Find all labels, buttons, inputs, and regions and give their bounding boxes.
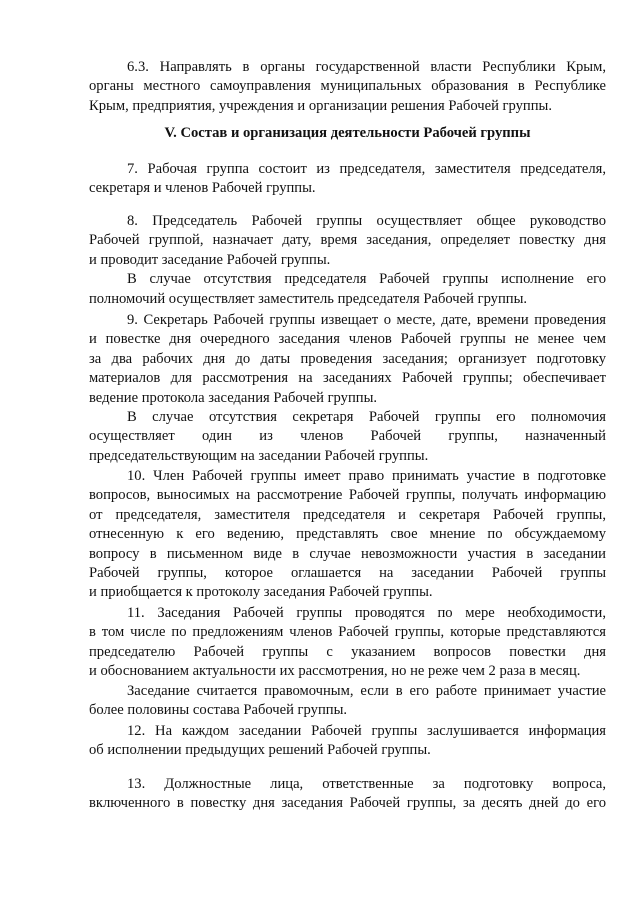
paragraph-line: секретаря и членов Рабочей группы.	[89, 180, 316, 197]
paragraph-line: за два рабочих дня до даты проведения заседания; организует подготовку	[89, 350, 606, 367]
paragraph-line: и проводит заседание Рабочей группы.	[89, 251, 331, 268]
paragraph-7	[89, 160, 606, 199]
paragraph-line: Рабочей группы, которое оглашается на заседании Рабочей группы	[89, 565, 606, 582]
paragraph-line: 12. На каждом заседании Рабочей группы заслушивается информация	[127, 723, 606, 739]
paragraph-line: в том числе по предложениям членов Рабочей группы, которые представляются	[89, 624, 606, 641]
paragraph-line: ведение протокола заседания Рабочей группы.	[89, 389, 378, 406]
paragraph-line: и обоснованием актуальности их рассмотрения, но не реже чем 2 раза в месяц.	[89, 663, 581, 680]
paragraph-13	[89, 775, 606, 814]
paragraph-line: об исполнении предыдущих решений Рабочей группы.	[89, 742, 431, 759]
paragraph-line: включенного в повестку дня заседания Рабочей группы, за десять дней до его	[89, 795, 606, 812]
paragraph-12	[89, 722, 606, 761]
paragraph-line: Крым, предприятия, учреждения и организации решения Рабочей группы.	[89, 97, 552, 114]
paragraph-line: В случае отсутствия секретаря Рабочей группы его полномочия	[127, 409, 606, 426]
paragraph-line: более половины состава Рабочей группы.	[89, 702, 348, 719]
paragraph-line: 11. Заседания Рабочей группы проводятся по мере необходимости,	[127, 605, 606, 621]
paragraph-line: и приобщается к протоколу заседания Рабочей группы.	[89, 584, 433, 601]
paragraph-8	[89, 212, 606, 309]
paragraph-line: от председателя, заместителя председателя и секретаря Рабочей группы,	[89, 506, 606, 523]
paragraph-line: полномочий осуществляет заместитель председателя Рабочей группы.	[89, 290, 528, 307]
section-heading: V. Состав и организация деятельности Рабочей группы	[164, 125, 531, 141]
paragraph-line: осуществляет один из членов Рабочей группы, назначенный	[89, 428, 606, 445]
paragraph-line: Заседание считается правомочным, если в его работе принимает участие	[127, 682, 606, 699]
paragraph-line: Рабочей группой, назначает дату, время заседания, определяет повестку дня	[89, 232, 606, 249]
paragraph-line: 6.3. Направлять в органы государственной власти Республики Крым,	[127, 59, 606, 75]
paragraph-line: вопросов, выносимых на рассмотрение Рабочей группы, получать информацию	[89, 487, 606, 504]
paragraph-line: 8. Председатель Рабочей группы осуществляет общее руководство	[127, 213, 606, 229]
paragraph-line: председательствующим на заседании Рабочей группы.	[89, 447, 429, 464]
paragraph-line: 9. Секретарь Рабочей группы извещает о месте, дате, времени проведения	[127, 312, 606, 328]
paragraph-line: отнесенную к его ведению, представлять свое мнение по обсуждаемому	[89, 526, 606, 543]
paragraph-line: председателю Рабочей группы с указанием вопросов повестки дня	[89, 643, 606, 660]
paragraph-9	[89, 311, 606, 466]
paragraph-line: вопросу в письменном виде в случае невозможности участия в заседании	[89, 545, 606, 562]
paragraph-line: В случае отсутствия председателя Рабочей группы исполнение его	[127, 271, 606, 288]
paragraph-11	[89, 604, 606, 720]
paragraph-10	[89, 467, 606, 603]
paragraph-line: материалов для рассмотрения на заседаниях Рабочей группы; обеспечивает	[89, 370, 606, 387]
paragraph-6-3	[89, 58, 606, 116]
paragraph-line: органы местного самоуправления муниципальных образования в Республике	[89, 78, 606, 95]
paragraph-line: 7. Рабочая группа состоит из председателя, заместителя председателя,	[127, 161, 606, 177]
paragraph-line: 13. Должностные лица, ответственные за подготовку вопроса,	[127, 776, 606, 792]
paragraph-line: 10. Член Рабочей группы имеет право принимать участие в подготовке	[127, 468, 606, 484]
paragraph-line: и повестке дня очередного заседания членов Рабочей группы не менее чем	[89, 331, 606, 348]
